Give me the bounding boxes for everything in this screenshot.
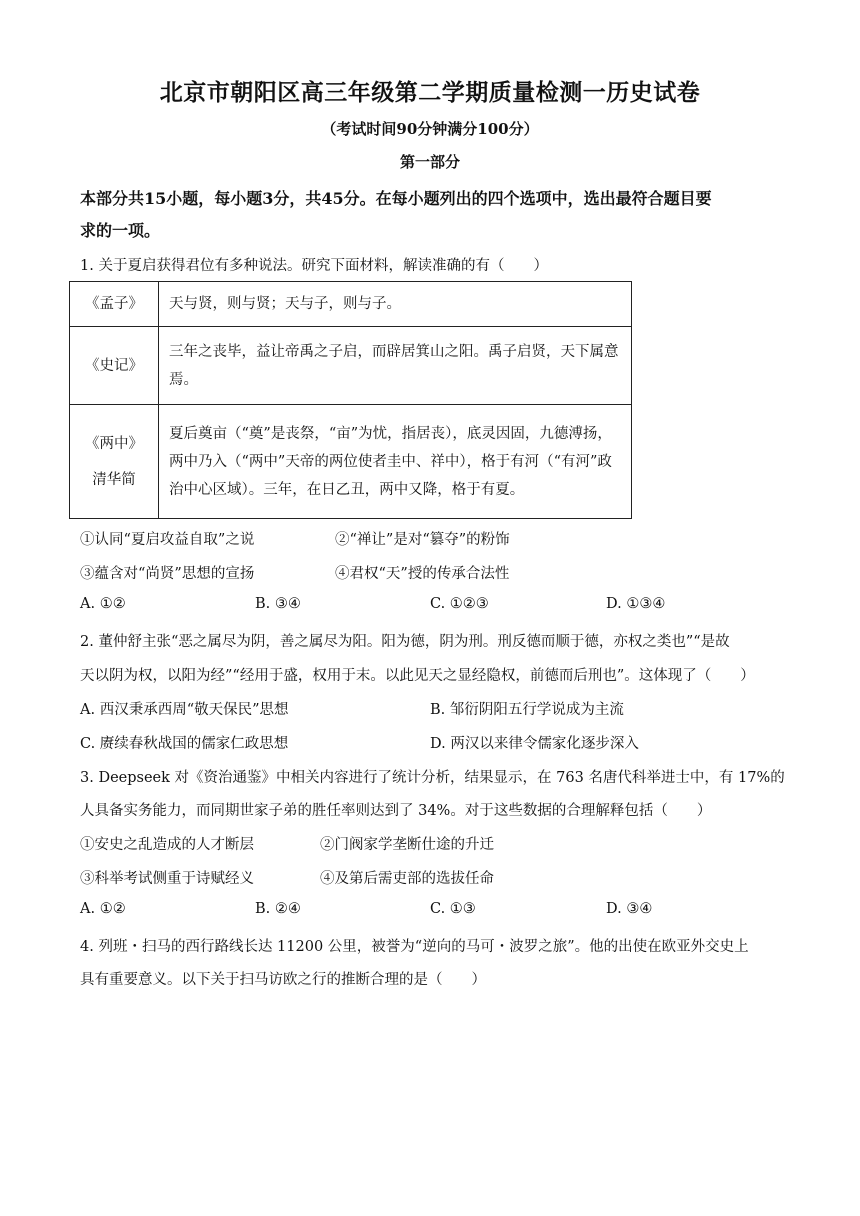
q3-option-a: A. ①② bbox=[80, 901, 126, 917]
q1-stem: 1. 关于夏启获得君位有多种说法。研究下面材料，解读准确的有（ ） bbox=[80, 258, 548, 274]
source-name: 《史记》 bbox=[70, 327, 159, 405]
table-row bbox=[70, 405, 632, 519]
q2-option-b: B. 邹衍阴阳五行学说成为主流 bbox=[430, 702, 624, 718]
q3-statement-3: ③科举考试侧重于诗赋经义 bbox=[80, 871, 254, 887]
q3-statement-4: ④及第后需吏部的选拔任命 bbox=[320, 871, 494, 887]
source-text: 夏后奠亩（“奠”是丧祭，“亩”为忧，指居丧），底灵因固，九德溥扬，两中乃入（“两中”天帝的两位使者圭中、祥中），格于有河（“有河”政治中心区域）。三年，在日乙丑，两中又降，格于有夏。 bbox=[159, 405, 632, 519]
section-heading: 第一部分 bbox=[399, 153, 460, 171]
table-row bbox=[70, 282, 632, 327]
q3-option-c: C. ①③ bbox=[430, 901, 476, 917]
q1-statement-2: ②“禅让”是对“篡夺”的粉饰 bbox=[335, 532, 510, 548]
q4-stem-line-1: 4. 列班・扫马的西行路线长达 11200 公里，被誉为“逆向的马可・波罗之旅”。他的出使在欧亚外交史上 bbox=[80, 939, 749, 955]
exam-time-note: （考试时间90分钟满分100分） bbox=[321, 120, 539, 138]
q1-option-a: A. ①② bbox=[80, 596, 126, 612]
q2-option-a: A. 西汉秉承西周“敬天保民”思想 bbox=[80, 702, 289, 718]
source-text: 三年之丧毕，益让帝禹之子启，而辟居箕山之阳。禹子启贤，天下属意焉。 bbox=[159, 327, 632, 405]
q3-option-b: B. ②④ bbox=[255, 901, 301, 917]
source-name-line-2: 清华简 bbox=[92, 471, 136, 488]
q3-statement-2: ②门阀家学垄断仕途的升迁 bbox=[320, 837, 494, 853]
q2-option-c: C. 赓续春秋战国的儒家仁政思想 bbox=[80, 736, 289, 752]
source-name: 《孟子》 bbox=[70, 282, 159, 327]
q4-stem-line-2: 具有重要意义。以下关于扫马访欧之行的推断合理的是（ ） bbox=[80, 972, 486, 988]
q1-option-c: C. ①②③ bbox=[430, 596, 489, 612]
instruction-line-1: 本部分共15小题，每小题3分，共45分。在每小题列出的四个选项中，选出最符合题目要 bbox=[80, 189, 712, 208]
q2-stem-line-2: 天以阴为权，以阳为经”“经用于盛，权用于末。以此见天之显经隐权，前德而后刑也”。这体现了（ ） bbox=[80, 668, 755, 684]
q1-source-table bbox=[69, 281, 632, 519]
q3-stem-line-1: 3. Deepseek 对《资治通鉴》中相关内容进行了统计分析，结果显示，在 763 名唐代科举进士中，有 17%的 bbox=[80, 770, 785, 786]
instruction-line-2: 求的一项。 bbox=[80, 221, 161, 240]
q2-option-d: D. 两汉以来律令儒家化逐步深入 bbox=[430, 736, 639, 752]
q1-statement-1: ①认同“夏启攻益自取”之说 bbox=[80, 532, 255, 548]
source-name bbox=[70, 405, 159, 519]
q3-statement-1: ①安史之乱造成的人才断层 bbox=[80, 837, 254, 853]
q2-stem-line-1: 2. 董仲舒主张“恶之属尽为阴，善之属尽为阳。阳为德，阴为刑。刑反德而顺于德，亦权之类也”“是故 bbox=[80, 634, 730, 650]
q3-stem-line-2: 人具备实务能力，而同期世家子弟的胜任率则达到了 34%。对于这些数据的合理解释包括（ ） bbox=[80, 803, 712, 819]
table-row bbox=[70, 327, 632, 405]
q1-option-d: D. ①③④ bbox=[606, 596, 666, 612]
q1-statement-3: ③蕴含对“尚贤”思想的宣扬 bbox=[80, 566, 255, 582]
q1-statement-4: ④君权“天”授的传承合法性 bbox=[335, 566, 510, 582]
source-name-line-1: 《两中》 bbox=[85, 435, 143, 452]
exam-title: 北京市朝阳区高三年级第二学期质量检测一历史试卷 bbox=[159, 79, 701, 106]
q3-option-d: D. ③④ bbox=[606, 901, 653, 917]
source-text: 天与贤，则与贤；天与子，则与子。 bbox=[159, 282, 632, 327]
q1-option-b: B. ③④ bbox=[255, 596, 301, 612]
